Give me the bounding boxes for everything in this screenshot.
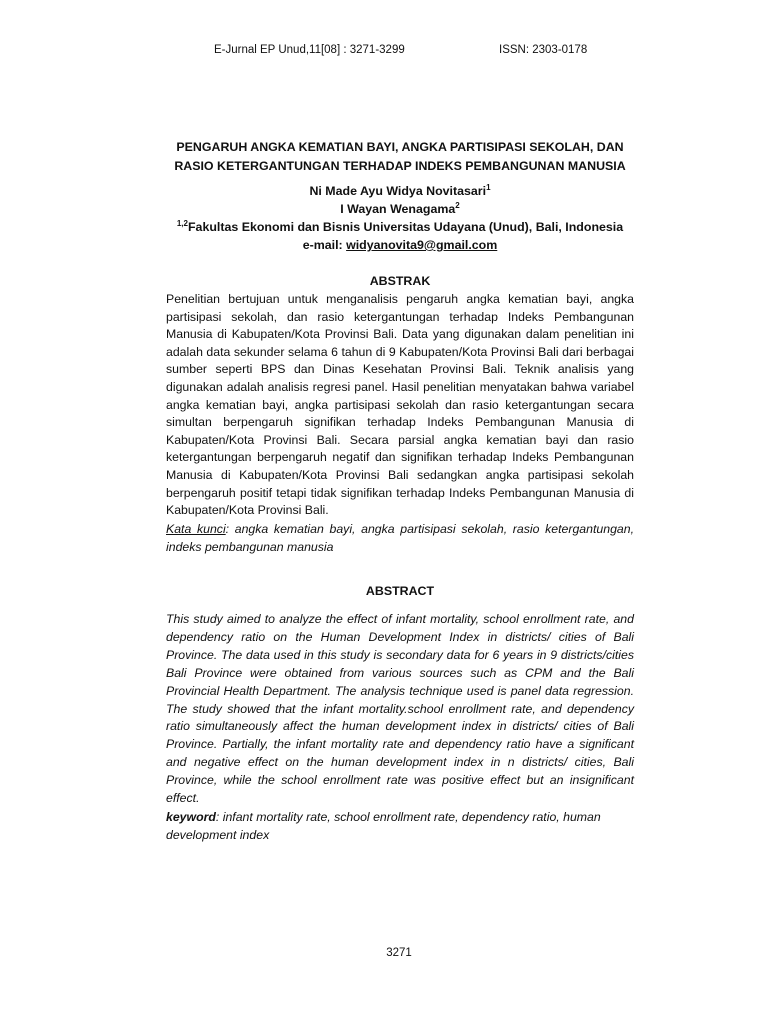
kata-kunci-text: : angka kematian bayi, angka partisipasi sekolah, rasio ketergantungan, indeks pembangunan manusia xyxy=(166,522,634,554)
keywords-label: keyword xyxy=(166,810,216,824)
title-line-2: RASIO KETERGANTUNGAN TERHADAP INDEKS PEMBANGUNAN MANUSIA xyxy=(174,159,626,173)
kata-kunci-label: Kata kunci xyxy=(166,522,226,536)
author-1-name: Ni Made Ayu Widya Novitasari xyxy=(309,184,487,198)
keywords-text: : infant mortality rate, school enrollment rate, dependency ratio, human development index xyxy=(166,810,601,842)
title-line-1: PENGARUH ANGKA KEMATIAN BAYI, ANGKA PARTISIPASI SEKOLAH, DAN xyxy=(176,140,624,154)
author-block xyxy=(100,182,700,254)
author-1 xyxy=(100,182,700,200)
keywords xyxy=(166,809,634,845)
abstrak-body: Penelitian bertujuan untuk menganalisis pengaruh angka kematian bayi, angka partisipasi sekolah, dan rasio ketergantungan terhadap Indeks Pembangunan Manusia di Kabupaten/Kota Provinsi Bali. Data yang digunakan dalam penelitian ini adalah data sekunder selama 6 tahun di 9 Kabupaten/Kota Provinsi Bali dari berbagai sumber seperti BPS dan Dinas Kesehatan Provinsi Bali. Teknik analisis yang digunakan adalah analisis regresi panel. Hasil penelitian menyatakan bahwa variabel angka kematian bayi, angka partisipasi sekolah dan rasio ketergantungan secara simultan berpengaruh signifikan terhadap Indeks Pembangunan Manusia di Kabupaten/Kota Provinsi Bali. Secara parsial angka kematian bayi dan rasio ketergantungan berpengaruh negatif dan signifikan terhadap Indeks Pembangunan Manusia di Kabupaten/Kota Provinsi Bali sedangkan angka partisipasi sekolah berpengaruh positif tetapi tidak signifikan terhadap Indeks Pembangunan Manusia di Kabupaten/Kota Provinsi Bali. xyxy=(166,292,634,518)
page-number: 3271 xyxy=(386,947,412,959)
abstract-heading: ABSTRACT xyxy=(365,584,435,598)
author-2 xyxy=(100,200,700,218)
affiliation-sup: 1,2 xyxy=(176,219,188,228)
affiliation-text: Fakultas Ekonomi dan Bisnis Universitas Udayana (Unud), Bali, Indonesia xyxy=(187,220,624,234)
abstract-body: This study aimed to analyze the effect of infant mortality, school enrollment rate, and dependency ratio on the Human Development Index in districts/ cities of Bali Province. The data used in this study is secondary data for 6 years in 9 districts/cities Bali Province were obtained from various sources such as CPM and the Bali Provincial Health Department. The analysis technique used is panel data regression. The study showed that the infant mortality.school enrollment rate, and dependency ratio simultaneously affect the human development index in districts/ cities of Bali Province. Partially, the infant mortality rate and dependency ratio have a significant and negative effect on the human development index in n districts/ cities, Bali Province, while the school enrollment rate was positive effect but an insignificant effect. xyxy=(166,612,634,806)
issn: ISSN: 2303-0178 xyxy=(499,44,588,56)
paper-title xyxy=(120,138,680,176)
author-1-sup: 1 xyxy=(486,183,491,192)
affiliation xyxy=(100,218,700,236)
journal-citation: E-Jurnal EP Unud,11[08] : 3271-3299 xyxy=(214,44,405,56)
email-line xyxy=(100,236,700,254)
running-header xyxy=(0,44,768,60)
abstrak-heading: ABSTRAK xyxy=(369,274,431,288)
author-2-sup: 2 xyxy=(455,201,460,210)
email-link[interactable]: widyanovita9@gmail.com xyxy=(346,238,498,252)
author-2-name: I Wayan Wenagama xyxy=(340,202,456,216)
email-label: e-mail: xyxy=(302,238,347,252)
kata-kunci xyxy=(166,521,634,556)
